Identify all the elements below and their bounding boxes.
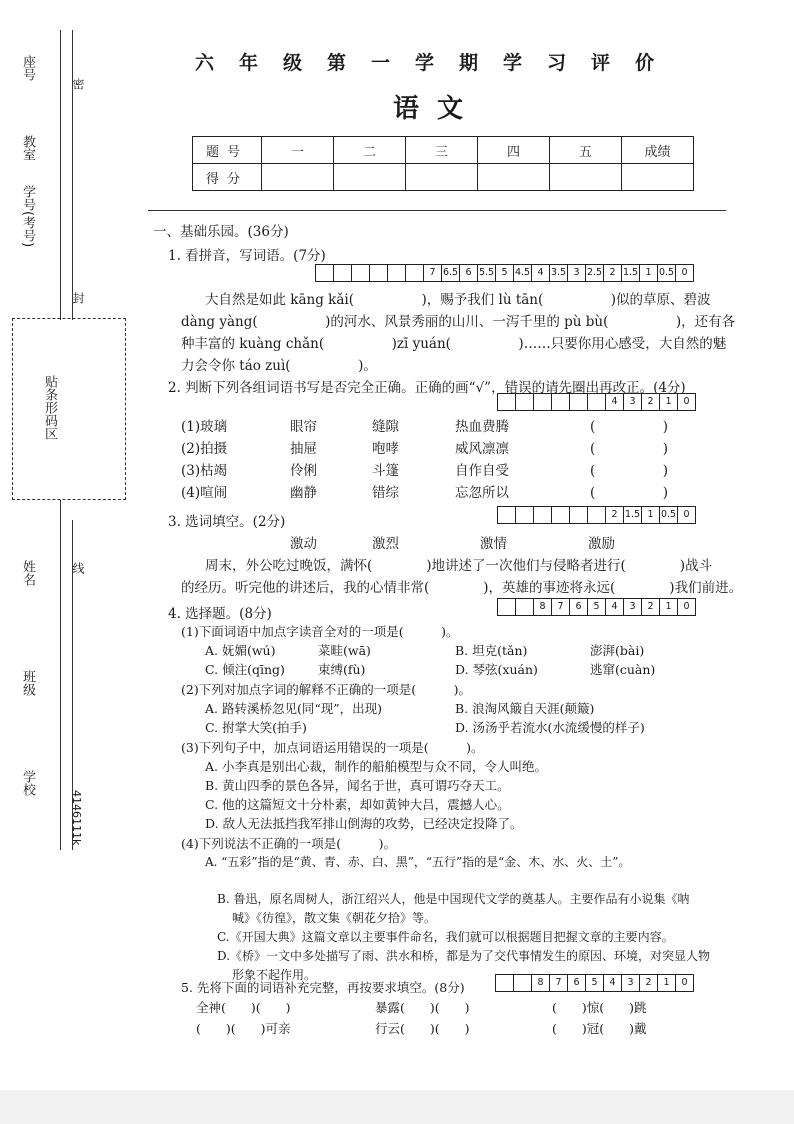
margin-border-line [60,500,61,850]
score-table-score-row [193,164,694,191]
q4-sub2-stem: (2)下列对加点字词的解释不正确的一项是( )。 [181,682,471,697]
q3-option: 激情 [480,536,507,552]
q2-row-word: (2)拍摄 [181,441,228,457]
q4-sub1-option: D. 琴弦(xuán) [455,662,538,677]
score-option[interactable]: 0 [675,975,693,991]
margin-code: 4146111k [70,790,83,846]
q2-row-word: 忘忽所以 [455,485,509,501]
q4-sub1-option: 菜畦(wā) [318,643,371,658]
score-blank [351,265,369,281]
score-option[interactable]: 8 [531,975,549,991]
q4-sub3-stem: (3)下列句子中，加点词语运用错误的一项是( )。 [181,740,484,755]
q4-sub2-option: A. 路转溪桥忽见(同“现”，出现) [205,701,383,716]
cut-mark-close: 封 [71,292,85,304]
barcode-area-label: 贴条形码区 [42,375,57,440]
q5-idiom-blank[interactable]: 暴露( )( ) [375,1000,470,1015]
score-blank [333,265,351,281]
score-option[interactable]: 4 [605,599,623,615]
score-table-cell: 五 [550,137,622,164]
score-option[interactable]: 1 [659,394,677,410]
score-option[interactable]: 2.5 [585,265,603,281]
score-option[interactable]: 2 [639,975,657,991]
q4-title: 4. 选择题。(8分) [168,606,272,622]
score-blank [387,265,405,281]
q2-row-word: 错综 [372,485,399,501]
q4-sub1-option: 束缚(fù) [318,662,366,677]
q4-sub4-stem: (4)下列说法不正确的一项是( )。 [181,836,396,851]
score-blank [405,265,423,281]
score-blank [316,265,333,281]
margin-border-line [60,30,61,320]
margin-label-seat: 座号 [20,55,35,81]
q5-idiom-blank[interactable]: ( )( )可亲 [196,1021,291,1036]
score-option[interactable]: 0 [677,507,695,523]
q2-answer-blank[interactable]: ( ) [590,419,669,435]
q2-row-word: 自作自受 [455,463,509,479]
q4-sub4-option: A. “五彩”指的是“黄、青、赤、白、黑”，“五行”指的是“金、木、水、火、土”。 [205,855,631,869]
score-option[interactable]: 0 [677,599,695,615]
q4-sub3-option: C. 他的这篇短文十分朴素，却如黄钟大吕，震撼人心。 [205,797,510,812]
score-blank [498,507,515,523]
q4-sub3-option: B. 黄山四季的景色各异，闻名于世，真可谓巧夺天工。 [205,778,510,793]
q2-score-strip [497,393,696,411]
q2-row-word: (3)枯竭 [181,463,228,479]
q4-sub2-option: D. 汤汤乎若流水(水流缓慢的样子) [455,720,645,735]
margin-label-school: 学校 [20,770,35,796]
q5-idiom-blank[interactable]: 全神( )( ) [196,1000,291,1015]
score-table-cell: 四 [478,137,550,164]
q2-row-word: (1)玻璃 [181,419,228,435]
score-table-cell: 二 [334,137,406,164]
q3-line: 周末，外公吃过晚饭，满怀( )地讲述了一次他们与侵略者进行( )战斗 [205,558,713,574]
score-entry-cell[interactable] [478,164,550,191]
q4-sub1-stem: (1)下面词语中加点字读音全对的一项是( )。 [181,624,459,639]
score-blank [587,394,605,410]
margin-label-name: 姓名 [20,560,35,586]
q1-line: 大自然是如此 kāng kǎi( )，赐予我们 lù tān( )似的草原、碧波 [205,292,711,308]
score-table [192,136,694,191]
q2-title: 2. 判断下列各组词语书写是否完全正确。正确的画“√”，错误的请先圈出再改正。(4分) [168,380,686,396]
score-option[interactable]: 1.5 [623,507,641,523]
score-option[interactable]: 0.5 [657,265,675,281]
score-blank [569,507,587,523]
q4-sub1-option: B. 坦克(tǎn) [455,643,528,658]
cut-mark-line: 线 [71,562,85,574]
q2-row-word: 斗篷 [372,463,399,479]
subject-title: 语文 [393,94,482,124]
q4-sub1-option: 澎湃(bài) [590,643,645,658]
section1-title: 一、基础乐园。(36分) [153,224,289,240]
score-option[interactable]: 4.5 [513,265,531,281]
q2-answer-blank[interactable]: ( ) [590,441,669,457]
q2-row-word: (4)喧闹 [181,485,228,501]
score-blank [498,599,515,615]
q1-line: dàng yàng( )的河水、风景秀丽的山川、一泻千里的 pù bù( )，还有各 [181,314,736,330]
score-option[interactable]: 5 [585,975,603,991]
q2-row-word: 眼帘 [290,419,317,435]
q1-line: 力会令你 táo zuì( )。 [181,358,377,374]
margin-label-class: 班级 [20,670,35,696]
score-option[interactable]: 1 [659,599,677,615]
q2-answer-blank[interactable]: ( ) [590,463,669,479]
q4-sub1-option: A. 妩媚(wú) [205,643,276,658]
score-option[interactable]: 6 [459,265,477,281]
score-table-cell: 一 [262,137,334,164]
q4-sub4-option: B. 鲁迅，原名周树人，浙江绍兴人，他是中国现代文学的奠基人。主要作品有小说集《呐 [217,892,690,906]
score-option[interactable]: 3 [623,394,641,410]
score-option[interactable]: 6 [567,975,585,991]
q3-score-strip [497,506,696,524]
q3-line: 的经历。听完他的讲述后，我的心情非常( )，英雄的事迹将永远( )我们前进。 [181,580,743,596]
score-table-cell: 三 [406,137,478,164]
score-blank [513,975,531,991]
score-blank [498,394,515,410]
score-option[interactable]: 3 [621,975,639,991]
score-option[interactable]: 2 [641,394,659,410]
score-option[interactable]: 6.5 [441,265,459,281]
score-option[interactable]: 7 [423,265,441,281]
score-table-header-row [193,137,694,164]
score-option[interactable]: 1 [657,975,675,991]
q4-sub2-option: B. 浪淘风簸自天涯(颠簸) [455,701,595,716]
q2-row-word: 伶俐 [290,463,317,479]
score-option[interactable]: 2 [641,599,659,615]
q4-sub4-option: 喊》《彷徨》，散文集《朝花夕拾》等。 [232,911,437,925]
score-option[interactable]: 7 [551,599,569,615]
score-option[interactable]: 1 [639,265,657,281]
q4-sub2-option: C. 拊掌大笑(拍手) [205,720,307,735]
q2-row-word: 咆哮 [372,441,399,457]
score-option[interactable]: 3 [567,265,585,281]
score-option[interactable]: 3.5 [549,265,567,281]
page-bottom-band [0,1090,794,1124]
q5-idiom-blank[interactable]: ( )冠( )戴 [552,1021,647,1036]
q5-idiom-blank[interactable]: ( )惊( )跳 [552,1000,647,1015]
score-table-cell: 得分 [193,164,262,191]
q3-option: 激动 [290,536,317,552]
q3-title: 3. 选词填空。(2分) [168,514,286,530]
margin-label-classroom: 教室 [20,135,35,161]
score-entry-cell[interactable] [262,164,334,191]
score-option[interactable]: 8 [533,599,551,615]
q4-sub3-option: D. 敌人无法抵挡我军排山倒海的攻势，已经决定投降了。 [205,816,523,831]
score-option[interactable]: 0 [677,394,695,410]
q4-sub4-option: D.《桥》一文中多处描写了雨、洪水和桥，都是为了交代事情发生的原因、环境，对突显人物 [217,949,711,963]
q4-sub3-option: A. 小李真是别出心裁，制作的船舶模型与众不同，令人叫绝。 [205,759,547,774]
score-blank [533,394,551,410]
score-entry-cell[interactable] [550,164,622,191]
score-option[interactable]: 6 [569,599,587,615]
q2-row-word: 幽静 [290,485,317,501]
q4-sub4-option: 形象不起作用。 [232,968,317,982]
score-option[interactable]: 0 [675,265,693,281]
q3-option: 激励 [588,536,615,552]
score-entry-cell[interactable] [334,164,406,191]
q2-row-word: 威风凛凛 [455,441,509,457]
score-blank [587,507,605,523]
q4-sub1-option: C. 倾注(qīng) [205,662,285,677]
q4-sub1-option: 逃窜(cuàn) [590,662,656,677]
score-option[interactable]: 4 [603,975,621,991]
q1-line: 种丰富的 kuàng chǎn( )zī yuán( )……只要你用心感受，大自然的魅 [181,336,727,352]
margin-label-student-id: 学号(考号) [20,185,35,248]
score-option[interactable]: 1 [641,507,659,523]
score-option[interactable]: 0.5 [659,507,677,523]
score-entry-cell[interactable] [406,164,478,191]
score-option[interactable]: 2 [605,507,623,523]
q2-row-word: 抽屉 [290,441,317,457]
score-blank [515,599,533,615]
q3-option: 激烈 [372,536,399,552]
q2-row-word: 热血费腾 [455,419,509,435]
margin-border-line-2 [72,30,73,320]
section-divider [148,210,726,211]
score-blank [515,394,533,410]
score-option[interactable]: 3 [623,599,641,615]
score-option[interactable]: 4 [531,265,549,281]
q2-answer-blank[interactable]: ( ) [590,485,669,501]
score-option[interactable]: 2 [603,265,621,281]
q1-title: 1. 看拼音，写词语。(7分) [168,248,326,264]
exam-title: 六年级第一学期学习评价 [195,52,680,74]
cut-mark-seal: 密 [71,78,85,90]
q4-score-strip [497,598,696,616]
barcode-area [12,318,126,500]
score-option[interactable]: 7 [549,975,567,991]
score-blank [569,394,587,410]
q5-score-strip [495,974,694,992]
score-option[interactable]: 5 [587,599,605,615]
score-blank [496,975,513,991]
score-blank [369,265,387,281]
score-option[interactable]: 1.5 [621,265,639,281]
q4-sub4-option: C.《开国大典》这篇文章以主要事件命名，我们就可以根据题目把握文章的主要内容。 [217,930,674,944]
score-blank [551,394,569,410]
score-table-cell: 成绩 [622,137,694,164]
score-blank [533,507,551,523]
q2-row-word: 缝隙 [372,419,399,435]
score-entry-cell[interactable] [622,164,694,191]
q1-score-strip [315,264,694,282]
q5-idiom-blank[interactable]: 行云( )( ) [375,1021,470,1036]
q5-title: 5. 先将下面的词语补充完整，再按要求填空。(8分) [181,980,465,995]
score-blank [551,507,569,523]
score-option[interactable]: 4 [605,394,623,410]
score-option[interactable]: 5.5 [477,265,495,281]
score-blank [515,507,533,523]
score-option[interactable]: 5 [495,265,513,281]
score-table-cell: 题号 [193,137,262,164]
